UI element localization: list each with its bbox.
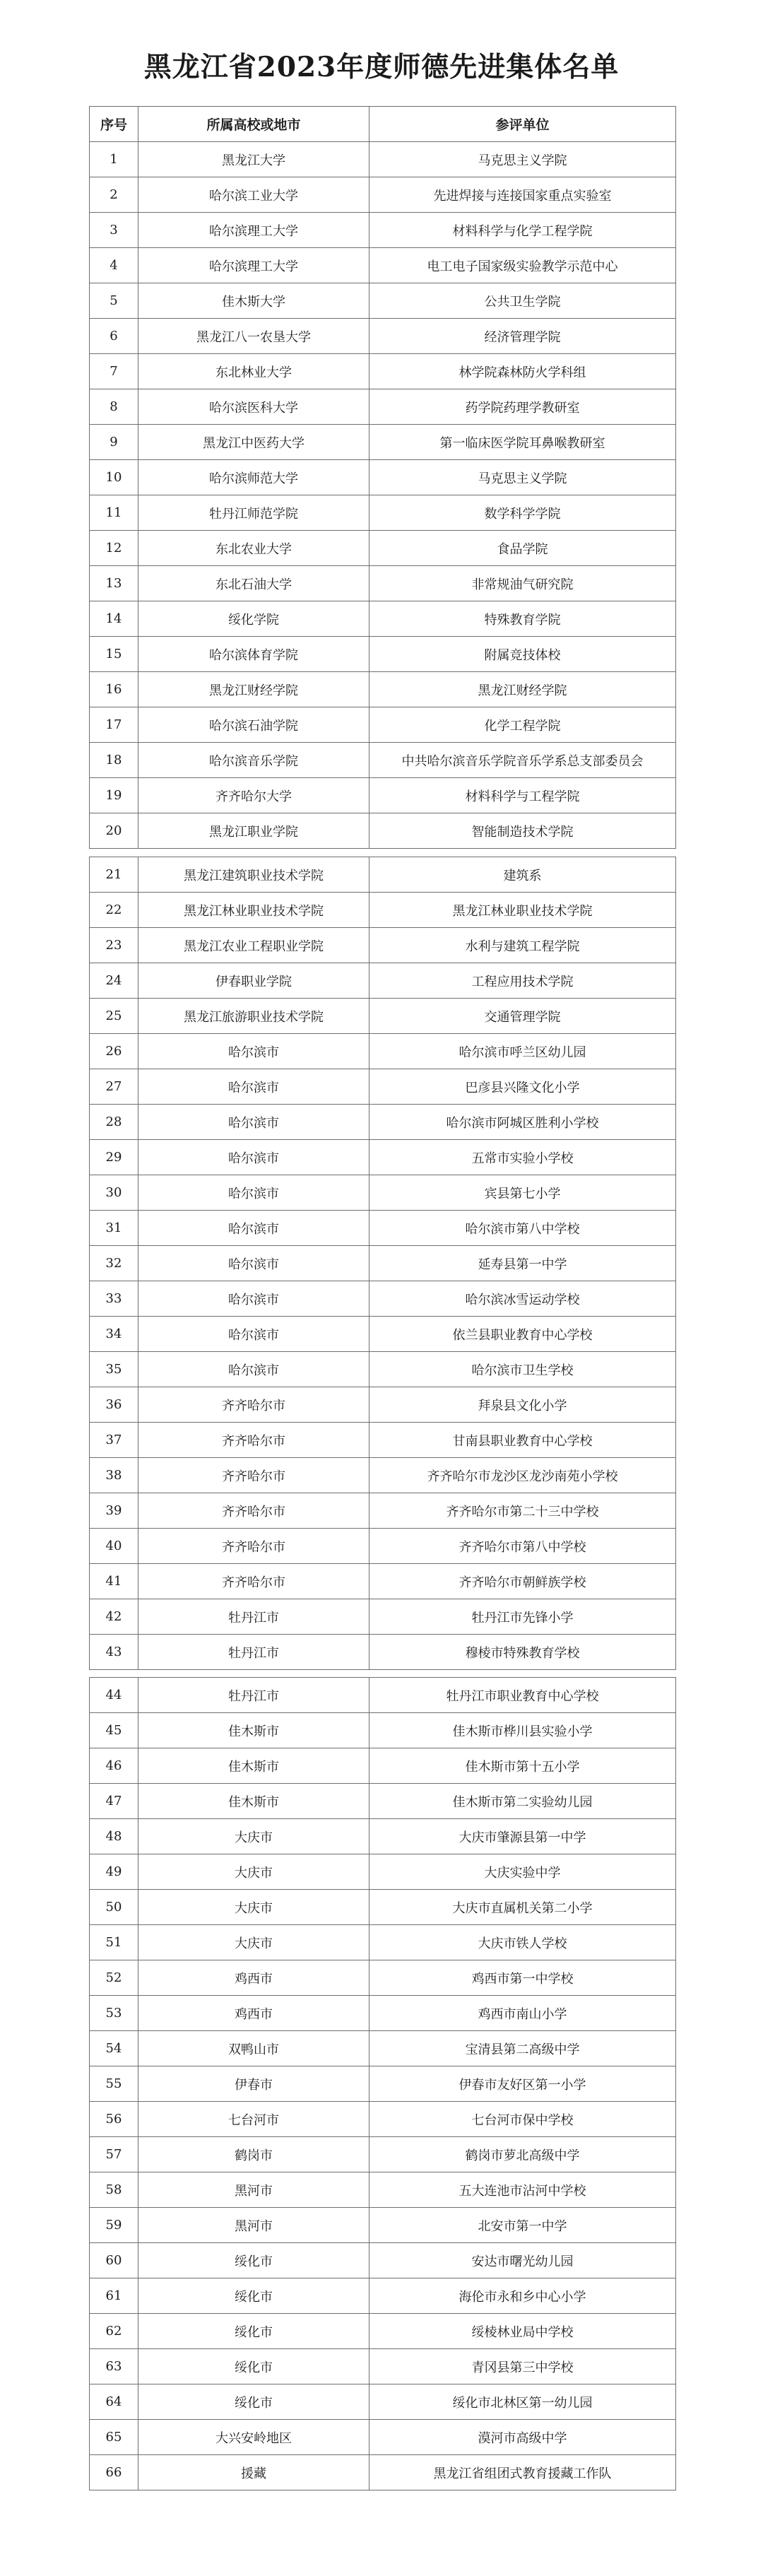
cell-affiliation: 哈尔滨师范大学 bbox=[138, 460, 369, 495]
table-row bbox=[90, 637, 676, 672]
cell-affiliation: 齐齐哈尔市 bbox=[138, 1529, 369, 1564]
cell-seq: 65 bbox=[90, 2420, 138, 2455]
cell-unit: 绥棱林业局中学校 bbox=[369, 2314, 676, 2349]
table-row bbox=[90, 1105, 676, 1140]
cell-seq: 40 bbox=[90, 1529, 138, 1564]
cell-seq: 50 bbox=[90, 1890, 138, 1925]
cell-seq: 53 bbox=[90, 1996, 138, 2031]
table-row bbox=[90, 1599, 676, 1635]
cell-seq: 12 bbox=[90, 531, 138, 566]
table-row bbox=[90, 2102, 676, 2137]
cell-unit: 齐齐哈尔市第八中学校 bbox=[369, 1529, 676, 1564]
table-row bbox=[90, 813, 676, 849]
cell-unit: 中共哈尔滨音乐学院音乐学系总支部委员会 bbox=[369, 743, 676, 778]
cell-unit: 水利与建筑工程学院 bbox=[369, 928, 676, 963]
table-row bbox=[90, 2349, 676, 2384]
cell-seq: 48 bbox=[90, 1819, 138, 1854]
cell-affiliation: 哈尔滨市 bbox=[138, 1246, 369, 1281]
cell-unit: 哈尔滨市阿城区胜利小学校 bbox=[369, 1105, 676, 1140]
cell-affiliation: 黑龙江中医药大学 bbox=[138, 425, 369, 460]
cell-unit: 宾县第七小学 bbox=[369, 1175, 676, 1211]
cell-affiliation: 哈尔滨理工大学 bbox=[138, 213, 369, 248]
cell-unit: 佳木斯市第二实验幼儿园 bbox=[369, 1784, 676, 1819]
table-row bbox=[90, 319, 676, 354]
cell-unit: 数学科学学院 bbox=[369, 495, 676, 531]
cell-seq: 36 bbox=[90, 1387, 138, 1423]
cell-unit: 药学院药理学教研室 bbox=[369, 389, 676, 425]
roster-table-part-3 bbox=[89, 1677, 676, 2490]
cell-seq: 29 bbox=[90, 1140, 138, 1175]
table-row bbox=[90, 2172, 676, 2208]
table-row bbox=[90, 354, 676, 389]
table-row bbox=[90, 248, 676, 283]
cell-affiliation: 佳木斯市 bbox=[138, 1784, 369, 1819]
cell-affiliation: 黑龙江八一农垦大学 bbox=[138, 319, 369, 354]
table-row bbox=[90, 1784, 676, 1819]
table-row bbox=[90, 425, 676, 460]
table-row bbox=[90, 1211, 676, 1246]
cell-unit: 黑龙江省组团式教育援藏工作队 bbox=[369, 2455, 676, 2490]
cell-unit: 智能制造技术学院 bbox=[369, 813, 676, 849]
cell-seq: 22 bbox=[90, 893, 138, 928]
table-row bbox=[90, 2066, 676, 2102]
cell-unit: 马克思主义学院 bbox=[369, 460, 676, 495]
table-row bbox=[90, 2137, 676, 2172]
cell-affiliation: 东北农业大学 bbox=[138, 531, 369, 566]
table-row bbox=[90, 531, 676, 566]
cell-seq: 25 bbox=[90, 999, 138, 1034]
table-row bbox=[90, 566, 676, 601]
cell-seq: 60 bbox=[90, 2243, 138, 2278]
table-row bbox=[90, 1423, 676, 1458]
table-row bbox=[90, 2314, 676, 2349]
cell-affiliation: 哈尔滨市 bbox=[138, 1105, 369, 1140]
cell-affiliation: 牡丹江市 bbox=[138, 1635, 369, 1670]
cell-affiliation: 哈尔滨石油学院 bbox=[138, 707, 369, 743]
table-row bbox=[90, 1387, 676, 1423]
cell-unit: 绥化市北林区第一幼儿园 bbox=[369, 2384, 676, 2420]
cell-unit: 材料科学与工程学院 bbox=[369, 778, 676, 813]
cell-unit: 交通管理学院 bbox=[369, 999, 676, 1034]
cell-seq: 10 bbox=[90, 460, 138, 495]
cell-unit: 北安市第一中学 bbox=[369, 2208, 676, 2243]
table-row bbox=[90, 778, 676, 813]
cell-seq: 37 bbox=[90, 1423, 138, 1458]
table-row bbox=[90, 460, 676, 495]
cell-unit: 齐齐哈尔市朝鲜族学校 bbox=[369, 1564, 676, 1599]
table-row bbox=[90, 142, 676, 177]
cell-seq: 52 bbox=[90, 1960, 138, 1996]
cell-seq: 31 bbox=[90, 1211, 138, 1246]
cell-unit: 青冈县第三中学校 bbox=[369, 2349, 676, 2384]
cell-unit: 哈尔滨冰雪运动学校 bbox=[369, 1281, 676, 1317]
cell-unit: 依兰县职业教育中心学校 bbox=[369, 1317, 676, 1352]
cell-unit: 建筑系 bbox=[369, 857, 676, 893]
cell-seq: 61 bbox=[90, 2278, 138, 2314]
cell-affiliation: 哈尔滨理工大学 bbox=[138, 248, 369, 283]
cell-affiliation: 黑龙江大学 bbox=[138, 142, 369, 177]
cell-affiliation: 援藏 bbox=[138, 2455, 369, 2490]
cell-unit: 漠河市高级中学 bbox=[369, 2420, 676, 2455]
cell-unit: 齐齐哈尔市第二十三中学校 bbox=[369, 1493, 676, 1529]
table-row bbox=[90, 1281, 676, 1317]
table-row bbox=[90, 963, 676, 999]
table-row bbox=[90, 1819, 676, 1854]
cell-affiliation: 鹤岗市 bbox=[138, 2137, 369, 2172]
table-row bbox=[90, 743, 676, 778]
cell-affiliation: 东北石油大学 bbox=[138, 566, 369, 601]
cell-affiliation: 牡丹江师范学院 bbox=[138, 495, 369, 531]
cell-affiliation: 七台河市 bbox=[138, 2102, 369, 2137]
cell-affiliation: 齐齐哈尔市 bbox=[138, 1423, 369, 1458]
cell-unit: 宝清县第二高级中学 bbox=[369, 2031, 676, 2066]
cell-affiliation: 黑龙江旅游职业技术学院 bbox=[138, 999, 369, 1034]
cell-seq: 1 bbox=[90, 142, 138, 177]
cell-affiliation: 哈尔滨市 bbox=[138, 1352, 369, 1387]
cell-unit: 佳木斯市第十五小学 bbox=[369, 1748, 676, 1784]
cell-unit: 附属竞技体校 bbox=[369, 637, 676, 672]
cell-affiliation: 哈尔滨市 bbox=[138, 1140, 369, 1175]
cell-affiliation: 黑河市 bbox=[138, 2208, 369, 2243]
cell-unit: 哈尔滨市第八中学校 bbox=[369, 1211, 676, 1246]
cell-unit: 大庆市直属机关第二小学 bbox=[369, 1890, 676, 1925]
cell-affiliation: 哈尔滨市 bbox=[138, 1281, 369, 1317]
cell-unit: 电工电子国家级实验教学示范中心 bbox=[369, 248, 676, 283]
cell-affiliation: 大庆市 bbox=[138, 1925, 369, 1960]
cell-seq: 21 bbox=[90, 857, 138, 893]
table-body bbox=[90, 1678, 676, 2490]
cell-affiliation: 黑河市 bbox=[138, 2172, 369, 2208]
cell-unit: 哈尔滨市呼兰区幼儿园 bbox=[369, 1034, 676, 1069]
cell-unit: 牡丹江市职业教育中心学校 bbox=[369, 1678, 676, 1713]
cell-seq: 41 bbox=[90, 1564, 138, 1599]
cell-unit: 大庆市铁人学校 bbox=[369, 1925, 676, 1960]
cell-unit: 延寿县第一中学 bbox=[369, 1246, 676, 1281]
cell-unit: 巴彦县兴隆文化小学 bbox=[369, 1069, 676, 1105]
cell-seq: 8 bbox=[90, 389, 138, 425]
table-row bbox=[90, 1564, 676, 1599]
cell-affiliation: 齐齐哈尔市 bbox=[138, 1493, 369, 1529]
cell-unit: 安达市曙光幼儿园 bbox=[369, 2243, 676, 2278]
table-row bbox=[90, 1175, 676, 1211]
cell-affiliation: 佳木斯市 bbox=[138, 1713, 369, 1748]
cell-seq: 47 bbox=[90, 1784, 138, 1819]
table-row bbox=[90, 1493, 676, 1529]
cell-unit: 穆棱市特殊教育学校 bbox=[369, 1635, 676, 1670]
table-row bbox=[90, 1458, 676, 1493]
cell-seq: 2 bbox=[90, 177, 138, 213]
cell-affiliation: 大兴安岭地区 bbox=[138, 2420, 369, 2455]
table-row bbox=[90, 1529, 676, 1564]
table-row bbox=[90, 177, 676, 213]
cell-affiliation: 黑龙江财经学院 bbox=[138, 672, 369, 707]
cell-affiliation: 哈尔滨市 bbox=[138, 1175, 369, 1211]
table-row bbox=[90, 1246, 676, 1281]
table-row bbox=[90, 2208, 676, 2243]
cell-unit: 海伦市永和乡中心小学 bbox=[369, 2278, 676, 2314]
cell-unit: 哈尔滨市卫生学校 bbox=[369, 1352, 676, 1387]
cell-seq: 4 bbox=[90, 248, 138, 283]
cell-affiliation: 东北林业大学 bbox=[138, 354, 369, 389]
cell-seq: 59 bbox=[90, 2208, 138, 2243]
table-row bbox=[90, 601, 676, 637]
table-row bbox=[90, 1034, 676, 1069]
table-row bbox=[90, 2243, 676, 2278]
cell-seq: 28 bbox=[90, 1105, 138, 1140]
cell-seq: 43 bbox=[90, 1635, 138, 1670]
cell-affiliation: 哈尔滨音乐学院 bbox=[138, 743, 369, 778]
cell-seq: 13 bbox=[90, 566, 138, 601]
cell-seq: 23 bbox=[90, 928, 138, 963]
cell-seq: 49 bbox=[90, 1854, 138, 1890]
cell-seq: 45 bbox=[90, 1713, 138, 1748]
cell-unit: 先进焊接与连接国家重点实验室 bbox=[369, 177, 676, 213]
cell-unit: 大庆实验中学 bbox=[369, 1854, 676, 1890]
cell-affiliation: 牡丹江市 bbox=[138, 1599, 369, 1635]
cell-unit: 公共卫生学院 bbox=[369, 283, 676, 319]
cell-affiliation: 哈尔滨医科大学 bbox=[138, 389, 369, 425]
table-row bbox=[90, 672, 676, 707]
page-title: 黑龙江省2023年度师德先进集体名单 bbox=[143, 51, 620, 83]
cell-affiliation: 大庆市 bbox=[138, 1890, 369, 1925]
cell-seq: 57 bbox=[90, 2137, 138, 2172]
table-row bbox=[90, 2455, 676, 2490]
cell-unit: 七台河市保中学校 bbox=[369, 2102, 676, 2137]
cell-seq: 7 bbox=[90, 354, 138, 389]
table-row bbox=[90, 389, 676, 425]
roster-table-part-2 bbox=[89, 857, 676, 1670]
cell-unit: 五大连池市沾河中学校 bbox=[369, 2172, 676, 2208]
cell-affiliation: 绥化学院 bbox=[138, 601, 369, 637]
cell-seq: 20 bbox=[90, 813, 138, 849]
cell-unit: 鹤岗市萝北高级中学 bbox=[369, 2137, 676, 2172]
cell-unit: 鸡西市南山小学 bbox=[369, 1996, 676, 2031]
cell-seq: 6 bbox=[90, 319, 138, 354]
cell-seq: 35 bbox=[90, 1352, 138, 1387]
cell-unit: 第一临床医学院耳鼻喉教研室 bbox=[369, 425, 676, 460]
header-unit: 参评单位 bbox=[369, 107, 676, 142]
cell-unit: 特殊教育学院 bbox=[369, 601, 676, 637]
table-row bbox=[90, 1069, 676, 1105]
cell-affiliation: 哈尔滨工业大学 bbox=[138, 177, 369, 213]
cell-affiliation: 伊春职业学院 bbox=[138, 963, 369, 999]
cell-seq: 58 bbox=[90, 2172, 138, 2208]
cell-affiliation: 齐齐哈尔市 bbox=[138, 1387, 369, 1423]
cell-seq: 54 bbox=[90, 2031, 138, 2066]
cell-unit: 甘南县职业教育中心学校 bbox=[369, 1423, 676, 1458]
header-affiliation: 所属高校或地市 bbox=[138, 107, 369, 142]
cell-affiliation: 齐齐哈尔市 bbox=[138, 1458, 369, 1493]
table-row bbox=[90, 857, 676, 893]
cell-affiliation: 哈尔滨市 bbox=[138, 1211, 369, 1246]
cell-affiliation: 黑龙江建筑职业技术学院 bbox=[138, 857, 369, 893]
cell-affiliation: 佳木斯大学 bbox=[138, 283, 369, 319]
cell-affiliation: 黑龙江职业学院 bbox=[138, 813, 369, 849]
cell-unit: 食品学院 bbox=[369, 531, 676, 566]
cell-seq: 34 bbox=[90, 1317, 138, 1352]
cell-affiliation: 绥化市 bbox=[138, 2243, 369, 2278]
cell-seq: 32 bbox=[90, 1246, 138, 1281]
table-row bbox=[90, 1678, 676, 1713]
cell-seq: 15 bbox=[90, 637, 138, 672]
cell-unit: 鸡西市第一中学校 bbox=[369, 1960, 676, 1996]
cell-seq: 44 bbox=[90, 1678, 138, 1713]
cell-seq: 14 bbox=[90, 601, 138, 637]
cell-seq: 56 bbox=[90, 2102, 138, 2137]
cell-seq: 16 bbox=[90, 672, 138, 707]
cell-seq: 9 bbox=[90, 425, 138, 460]
table-row bbox=[90, 999, 676, 1034]
table-row bbox=[90, 928, 676, 963]
table-body bbox=[90, 857, 676, 1670]
table-row bbox=[90, 213, 676, 248]
cell-affiliation: 伊春市 bbox=[138, 2066, 369, 2102]
table-row bbox=[90, 1925, 676, 1960]
cell-seq: 55 bbox=[90, 2066, 138, 2102]
table-row bbox=[90, 1713, 676, 1748]
table-row bbox=[90, 2384, 676, 2420]
cell-seq: 33 bbox=[90, 1281, 138, 1317]
table-row bbox=[90, 1352, 676, 1387]
cell-seq: 51 bbox=[90, 1925, 138, 1960]
cell-affiliation: 鸡西市 bbox=[138, 1996, 369, 2031]
cell-affiliation: 绥化市 bbox=[138, 2314, 369, 2349]
table-row bbox=[90, 893, 676, 928]
cell-affiliation: 哈尔滨体育学院 bbox=[138, 637, 369, 672]
cell-unit: 拜泉县文化小学 bbox=[369, 1387, 676, 1423]
cell-seq: 19 bbox=[90, 778, 138, 813]
cell-unit: 马克思主义学院 bbox=[369, 142, 676, 177]
cell-seq: 63 bbox=[90, 2349, 138, 2384]
cell-affiliation: 哈尔滨市 bbox=[138, 1069, 369, 1105]
cell-seq: 11 bbox=[90, 495, 138, 531]
cell-affiliation: 黑龙江林业职业技术学院 bbox=[138, 893, 369, 928]
cell-affiliation: 绥化市 bbox=[138, 2349, 369, 2384]
table-row bbox=[90, 2031, 676, 2066]
cell-unit: 佳木斯市桦川县实验小学 bbox=[369, 1713, 676, 1748]
table-row bbox=[90, 1854, 676, 1890]
cell-unit: 经济管理学院 bbox=[369, 319, 676, 354]
cell-seq: 26 bbox=[90, 1034, 138, 1069]
cell-affiliation: 佳木斯市 bbox=[138, 1748, 369, 1784]
cell-unit: 黑龙江财经学院 bbox=[369, 672, 676, 707]
cell-affiliation: 牡丹江市 bbox=[138, 1678, 369, 1713]
table-row bbox=[90, 1996, 676, 2031]
cell-affiliation: 黑龙江农业工程职业学院 bbox=[138, 928, 369, 963]
cell-seq: 42 bbox=[90, 1599, 138, 1635]
cell-affiliation: 哈尔滨市 bbox=[138, 1317, 369, 1352]
cell-unit: 伊春市友好区第一小学 bbox=[369, 2066, 676, 2102]
cell-seq: 64 bbox=[90, 2384, 138, 2420]
cell-seq: 66 bbox=[90, 2455, 138, 2490]
cell-seq: 46 bbox=[90, 1748, 138, 1784]
table-row bbox=[90, 1748, 676, 1784]
cell-affiliation: 绥化市 bbox=[138, 2278, 369, 2314]
cell-seq: 24 bbox=[90, 963, 138, 999]
cell-unit: 化学工程学院 bbox=[369, 707, 676, 743]
header-seq: 序号 bbox=[90, 107, 138, 142]
roster-table-part-1 bbox=[89, 106, 676, 849]
cell-seq: 39 bbox=[90, 1493, 138, 1529]
cell-affiliation: 哈尔滨市 bbox=[138, 1034, 369, 1069]
cell-unit: 牡丹江市先锋小学 bbox=[369, 1599, 676, 1635]
cell-affiliation: 鸡西市 bbox=[138, 1960, 369, 1996]
cell-unit: 大庆市肇源县第一中学 bbox=[369, 1819, 676, 1854]
table-row bbox=[90, 1317, 676, 1352]
cell-unit: 非常规油气研究院 bbox=[369, 566, 676, 601]
cell-affiliation: 双鸭山市 bbox=[138, 2031, 369, 2066]
cell-seq: 5 bbox=[90, 283, 138, 319]
table-row bbox=[90, 495, 676, 531]
cell-seq: 3 bbox=[90, 213, 138, 248]
cell-affiliation: 绥化市 bbox=[138, 2384, 369, 2420]
table-row bbox=[90, 2420, 676, 2455]
table-row bbox=[90, 1140, 676, 1175]
cell-affiliation: 大庆市 bbox=[138, 1854, 369, 1890]
cell-seq: 17 bbox=[90, 707, 138, 743]
cell-unit: 材料科学与化学工程学院 bbox=[369, 213, 676, 248]
cell-seq: 27 bbox=[90, 1069, 138, 1105]
cell-unit: 五常市实验小学校 bbox=[369, 1140, 676, 1175]
table-body bbox=[90, 142, 676, 849]
cell-affiliation: 齐齐哈尔市 bbox=[138, 1564, 369, 1599]
cell-seq: 62 bbox=[90, 2314, 138, 2349]
cell-seq: 18 bbox=[90, 743, 138, 778]
table-row bbox=[90, 2278, 676, 2314]
cell-seq: 38 bbox=[90, 1458, 138, 1493]
cell-unit: 齐齐哈尔市龙沙区龙沙南苑小学校 bbox=[369, 1458, 676, 1493]
table-row bbox=[90, 1635, 676, 1670]
table-row bbox=[90, 1960, 676, 1996]
table-row bbox=[90, 1890, 676, 1925]
table-header-row bbox=[90, 107, 676, 142]
cell-unit: 工程应用技术学院 bbox=[369, 963, 676, 999]
cell-affiliation: 大庆市 bbox=[138, 1819, 369, 1854]
cell-unit: 黑龙江林业职业技术学院 bbox=[369, 893, 676, 928]
cell-affiliation: 齐齐哈尔大学 bbox=[138, 778, 369, 813]
table-row bbox=[90, 283, 676, 319]
cell-seq: 30 bbox=[90, 1175, 138, 1211]
cell-unit: 林学院森林防火学科组 bbox=[369, 354, 676, 389]
table-row bbox=[90, 707, 676, 743]
